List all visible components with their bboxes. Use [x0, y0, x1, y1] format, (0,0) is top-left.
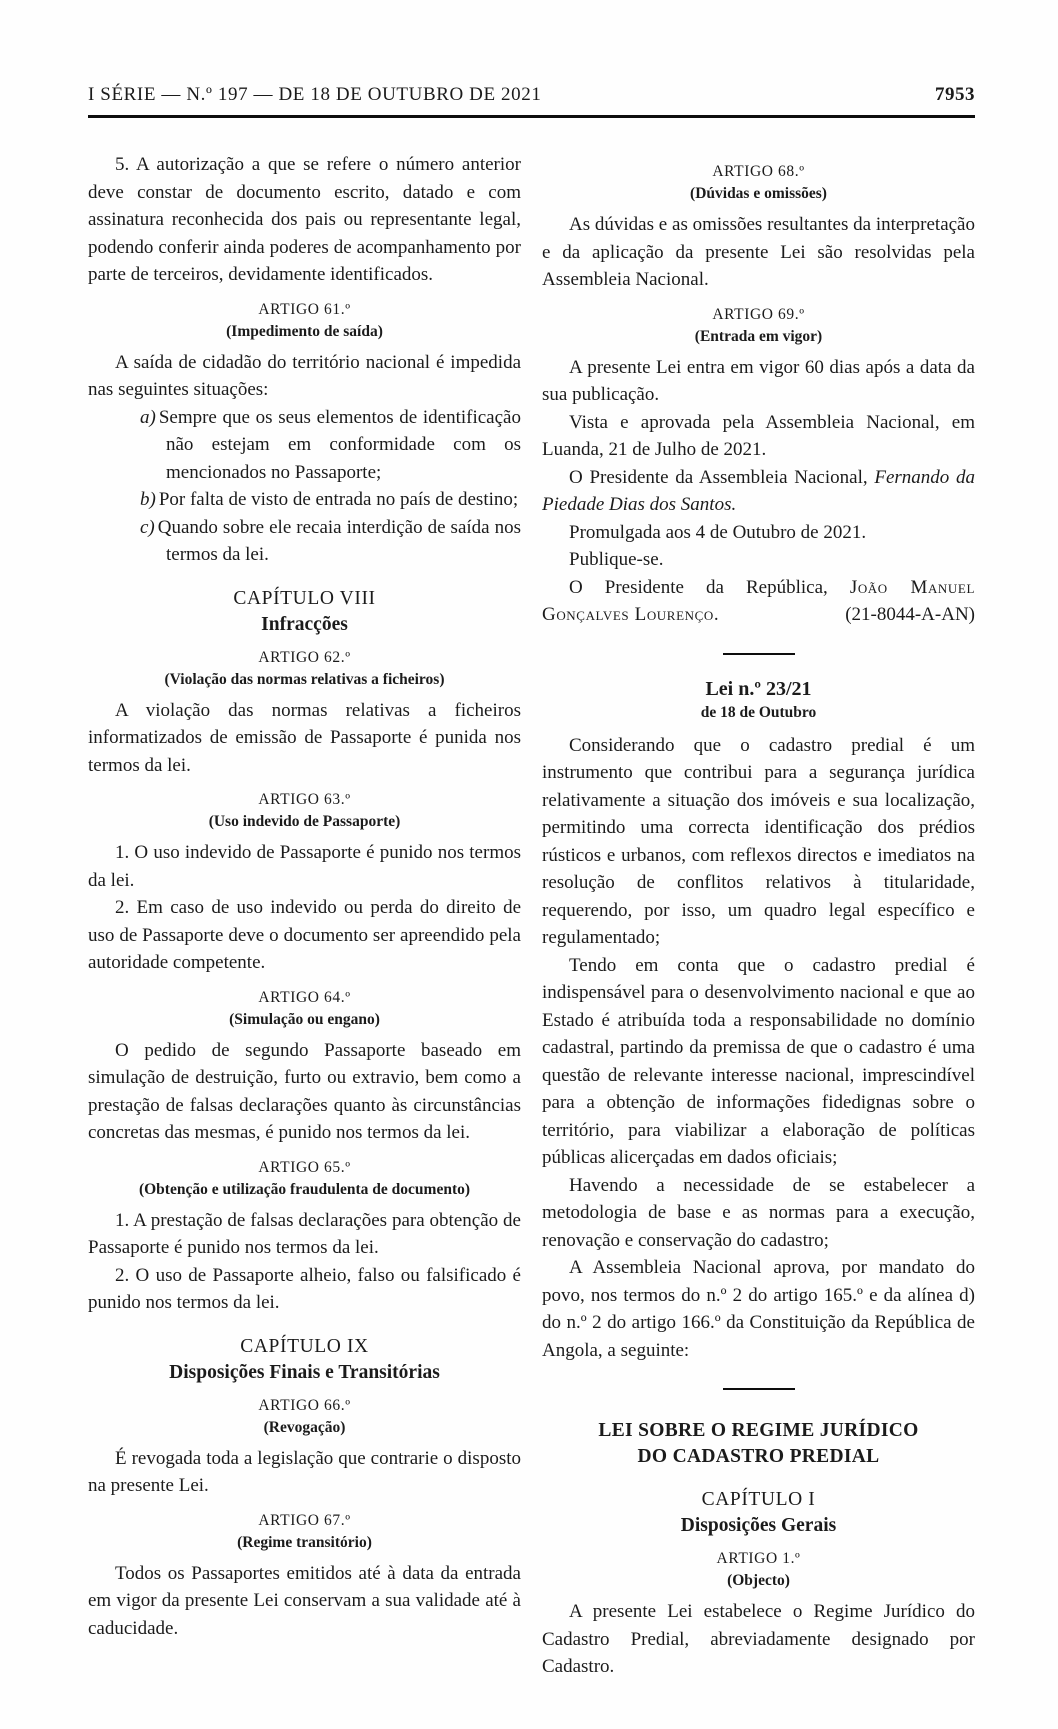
paragraph: O pedido de segundo Passaporte baseado em simulação de destruição, furto ou extravio, bem como a prestação de falsas declarações quanto às circunstâncias concretas das mesmas, é punido nos termos da lei. — [88, 1039, 521, 1143]
article-number: ARTIGO 1.º — [716, 1550, 801, 1567]
article-title: (Violação das normas relativas a ficheiros) — [164, 670, 445, 688]
chapter-title: Infracções — [261, 613, 348, 635]
law-title-line: DO CADASTRO PREDIAL — [637, 1446, 880, 1467]
article-title: (Regime transitório) — [237, 1533, 372, 1551]
reference-number: (21-8044-A-AN) — [845, 604, 975, 625]
article-number: ARTIGO 68.º — [712, 163, 805, 180]
article-heading — [88, 300, 521, 342]
article-heading — [88, 1158, 521, 1200]
chapter-heading — [542, 1487, 975, 1538]
paragraph: 2. Em caso de uso indevido ou perda do direito de uso de Passaporte deve o documento ser apreendido pela autoridade competente. — [88, 897, 521, 973]
list-text: Quando sobre ele recaia interdição de saída nos termos da lei. — [157, 516, 521, 565]
article-heading — [88, 790, 521, 832]
officer-name: Fernando da Piedade Dias dos Santos. — [542, 466, 975, 515]
column-left — [88, 151, 521, 1681]
article-heading — [88, 648, 521, 690]
paragraph: A saída de cidadão do território nacional é impedida nas seguintes situações: — [88, 351, 521, 400]
paragraph: Tendo em conta que o cadastro predial é indispensável para o desenvolvimento nacional e que ao Estado é atribuída toda a responsabilidade no domínio cadastral, partindo da premissa de que o cadastro é uma questão de relevante interesse nacional, imprescindível para a obtenção de informações fidedignas sobre o território, para viabilizar a elaboração de políticas públicas alicerçadas em dados oficiais; — [542, 954, 975, 1168]
paragraph: Publique-se. — [569, 549, 664, 570]
article-title: (Uso indevido de Passaporte) — [208, 813, 401, 830]
article-number: ARTIGO 62.º — [258, 648, 351, 666]
article-title: (Impedimento de saída) — [226, 322, 383, 340]
paragraph: As dúvidas e as omissões resultantes da interpretação e da aplicação da presente Lei são resolvidas pela Assembleia Nacional. — [542, 214, 975, 290]
article-heading — [88, 1511, 521, 1553]
article-number: ARTIGO 63.º — [258, 791, 351, 808]
article-number: ARTIGO 61.º — [258, 300, 351, 318]
law-date: de 18 de Outubro — [700, 703, 817, 721]
list-item — [88, 486, 521, 514]
article-title: (Revogação) — [263, 1418, 346, 1436]
chapter-heading — [88, 1334, 521, 1385]
article-number: ARTIGO 64.º — [258, 988, 351, 1006]
paragraph: 2. O uso de Passaporte alheio, falso ou falsificado é punido nos termos da lei. — [88, 1264, 521, 1313]
article-title: (Objecto) — [727, 1572, 790, 1589]
article-number: ARTIGO 69.º — [712, 305, 805, 323]
paragraph: A presente Lei entra em vigor 60 dias após a data da sua publicação. — [542, 356, 975, 405]
paragraph: É revogada toda a legislação que contrarie o disposto na presente Lei. — [88, 1447, 521, 1496]
paragraph: 1. O uso indevido de Passaporte é punido nos termos da lei. — [88, 842, 521, 891]
officer-role: O Presidente da Assembleia Nacional, — [569, 466, 875, 488]
paragraph: Considerando que o cadastro predial é um instrumento que contribui para a segurança jurídica relativamente a situação dos imóveis e sua localização, permitindo uma correcta identificação dos prédios rústicos e urbanos, com reflexos directos e imediatos na resolução de conflitos relativos à titularidade, requerendo, por isso, um quadro legal específico e regulamentado; — [542, 734, 975, 948]
article-title: (Entrada em vigor) — [694, 327, 823, 345]
chapter-heading — [88, 586, 521, 637]
section-divider — [542, 645, 975, 663]
paragraph: Promulgada aos 4 de Outubro de 2021. — [569, 521, 867, 543]
column-right — [542, 151, 975, 1681]
content-columns — [88, 151, 975, 1681]
chapter-number: CAPÍTULO VIII — [233, 587, 376, 609]
list-text: Por falta de visto de entrada no país de destino; — [158, 489, 519, 510]
article-title: (Dúvidas e omissões) — [690, 185, 827, 202]
edition-label: I SÉRIE — N.º 197 — DE 18 DE OUTUBRO DE 2021 — [88, 84, 542, 105]
article-heading — [88, 1396, 521, 1438]
article-heading — [88, 988, 521, 1030]
page-number: 7953 — [935, 84, 975, 105]
paragraph: A presente Lei estabelece o Regime Jurídico do Cadastro Predial, abreviadamente designado por Cadastro. — [542, 1601, 975, 1677]
law-title — [542, 1418, 975, 1470]
article-heading — [542, 162, 975, 204]
law-title-line: LEI SOBRE O REGIME JURÍDICO — [598, 1420, 919, 1441]
officer-name: João Manuel Gonçalves Lourenço. — [542, 576, 975, 625]
article-title: (Obtenção e utilização fraudulenta de documento) — [138, 1180, 471, 1198]
article-number: ARTIGO 67.º — [258, 1511, 351, 1529]
chapter-number: CAPÍTULO IX — [240, 1335, 369, 1357]
list-marker: b) — [140, 489, 156, 510]
article-heading — [542, 1549, 975, 1591]
paragraph: 1. A prestação de falsas declarações para obtenção de Passaporte é punido nos termos da lei. — [88, 1209, 521, 1258]
officer-line — [542, 464, 975, 519]
list-item — [88, 514, 521, 569]
paragraph: Havendo a necessidade de se estabelecer a metodologia de base e as normas para a execução, renovação e conservação do cadastro; — [542, 1174, 975, 1251]
article-number: ARTIGO 66.º — [258, 1396, 351, 1414]
list-marker: a) — [140, 406, 156, 428]
section-divider — [542, 1380, 975, 1398]
header-rule — [88, 115, 975, 118]
paragraph: Vista e aprovada pela Assembleia Nacional, em Luanda, 21 de Julho de 2021. — [542, 411, 975, 460]
article-number: ARTIGO 65.º — [258, 1158, 351, 1176]
list-text: Sempre que os seus elementos de identificação não estejam em conformidade com os mencionados no Passaporte; — [158, 406, 521, 483]
divider-line — [723, 1388, 795, 1390]
gazette-header — [88, 84, 975, 106]
chapter-title: Disposições Finais e Transitórias — [169, 1361, 440, 1383]
chapter-title: Disposições Gerais — [680, 1515, 837, 1536]
paragraph: 5. A autorização a que se refere o número anterior deve constar de documento escrito, datado e com assinatura reconhecida dos pais ou representante legal, podendo conferir ainda poderes de acompanhamento por parte de terceiros, devidamente identificados. — [88, 154, 521, 285]
article-heading — [542, 305, 975, 347]
article-title: (Simulação ou engano) — [229, 1010, 380, 1028]
signature-line — [542, 574, 975, 629]
divider-line — [723, 653, 795, 655]
law-number: Lei n.º 23/21 — [705, 677, 812, 700]
officer-role: O Presidente da República, — [569, 576, 850, 598]
list-marker: c) — [140, 516, 155, 538]
chapter-number: CAPÍTULO I — [701, 1489, 816, 1510]
list-item — [88, 404, 521, 487]
paragraph: A Assembleia Nacional aprova, por mandato do povo, nos termos do n.º 2 do artigo 165.º e da alínea d) do n.º 2 do artigo 166.º da Constituição da República de Angola, a seguinte: — [542, 1257, 975, 1361]
paragraph: Todos os Passaportes emitidos até à data da entrada em vigor da presente Lei conservam a sua validade até à caducidade. — [88, 1562, 521, 1639]
paragraph: A violação das normas relativas a ficheiros informatizados de emissão de Passaporte é punida nos termos da lei. — [88, 699, 521, 776]
law-heading — [542, 677, 975, 723]
